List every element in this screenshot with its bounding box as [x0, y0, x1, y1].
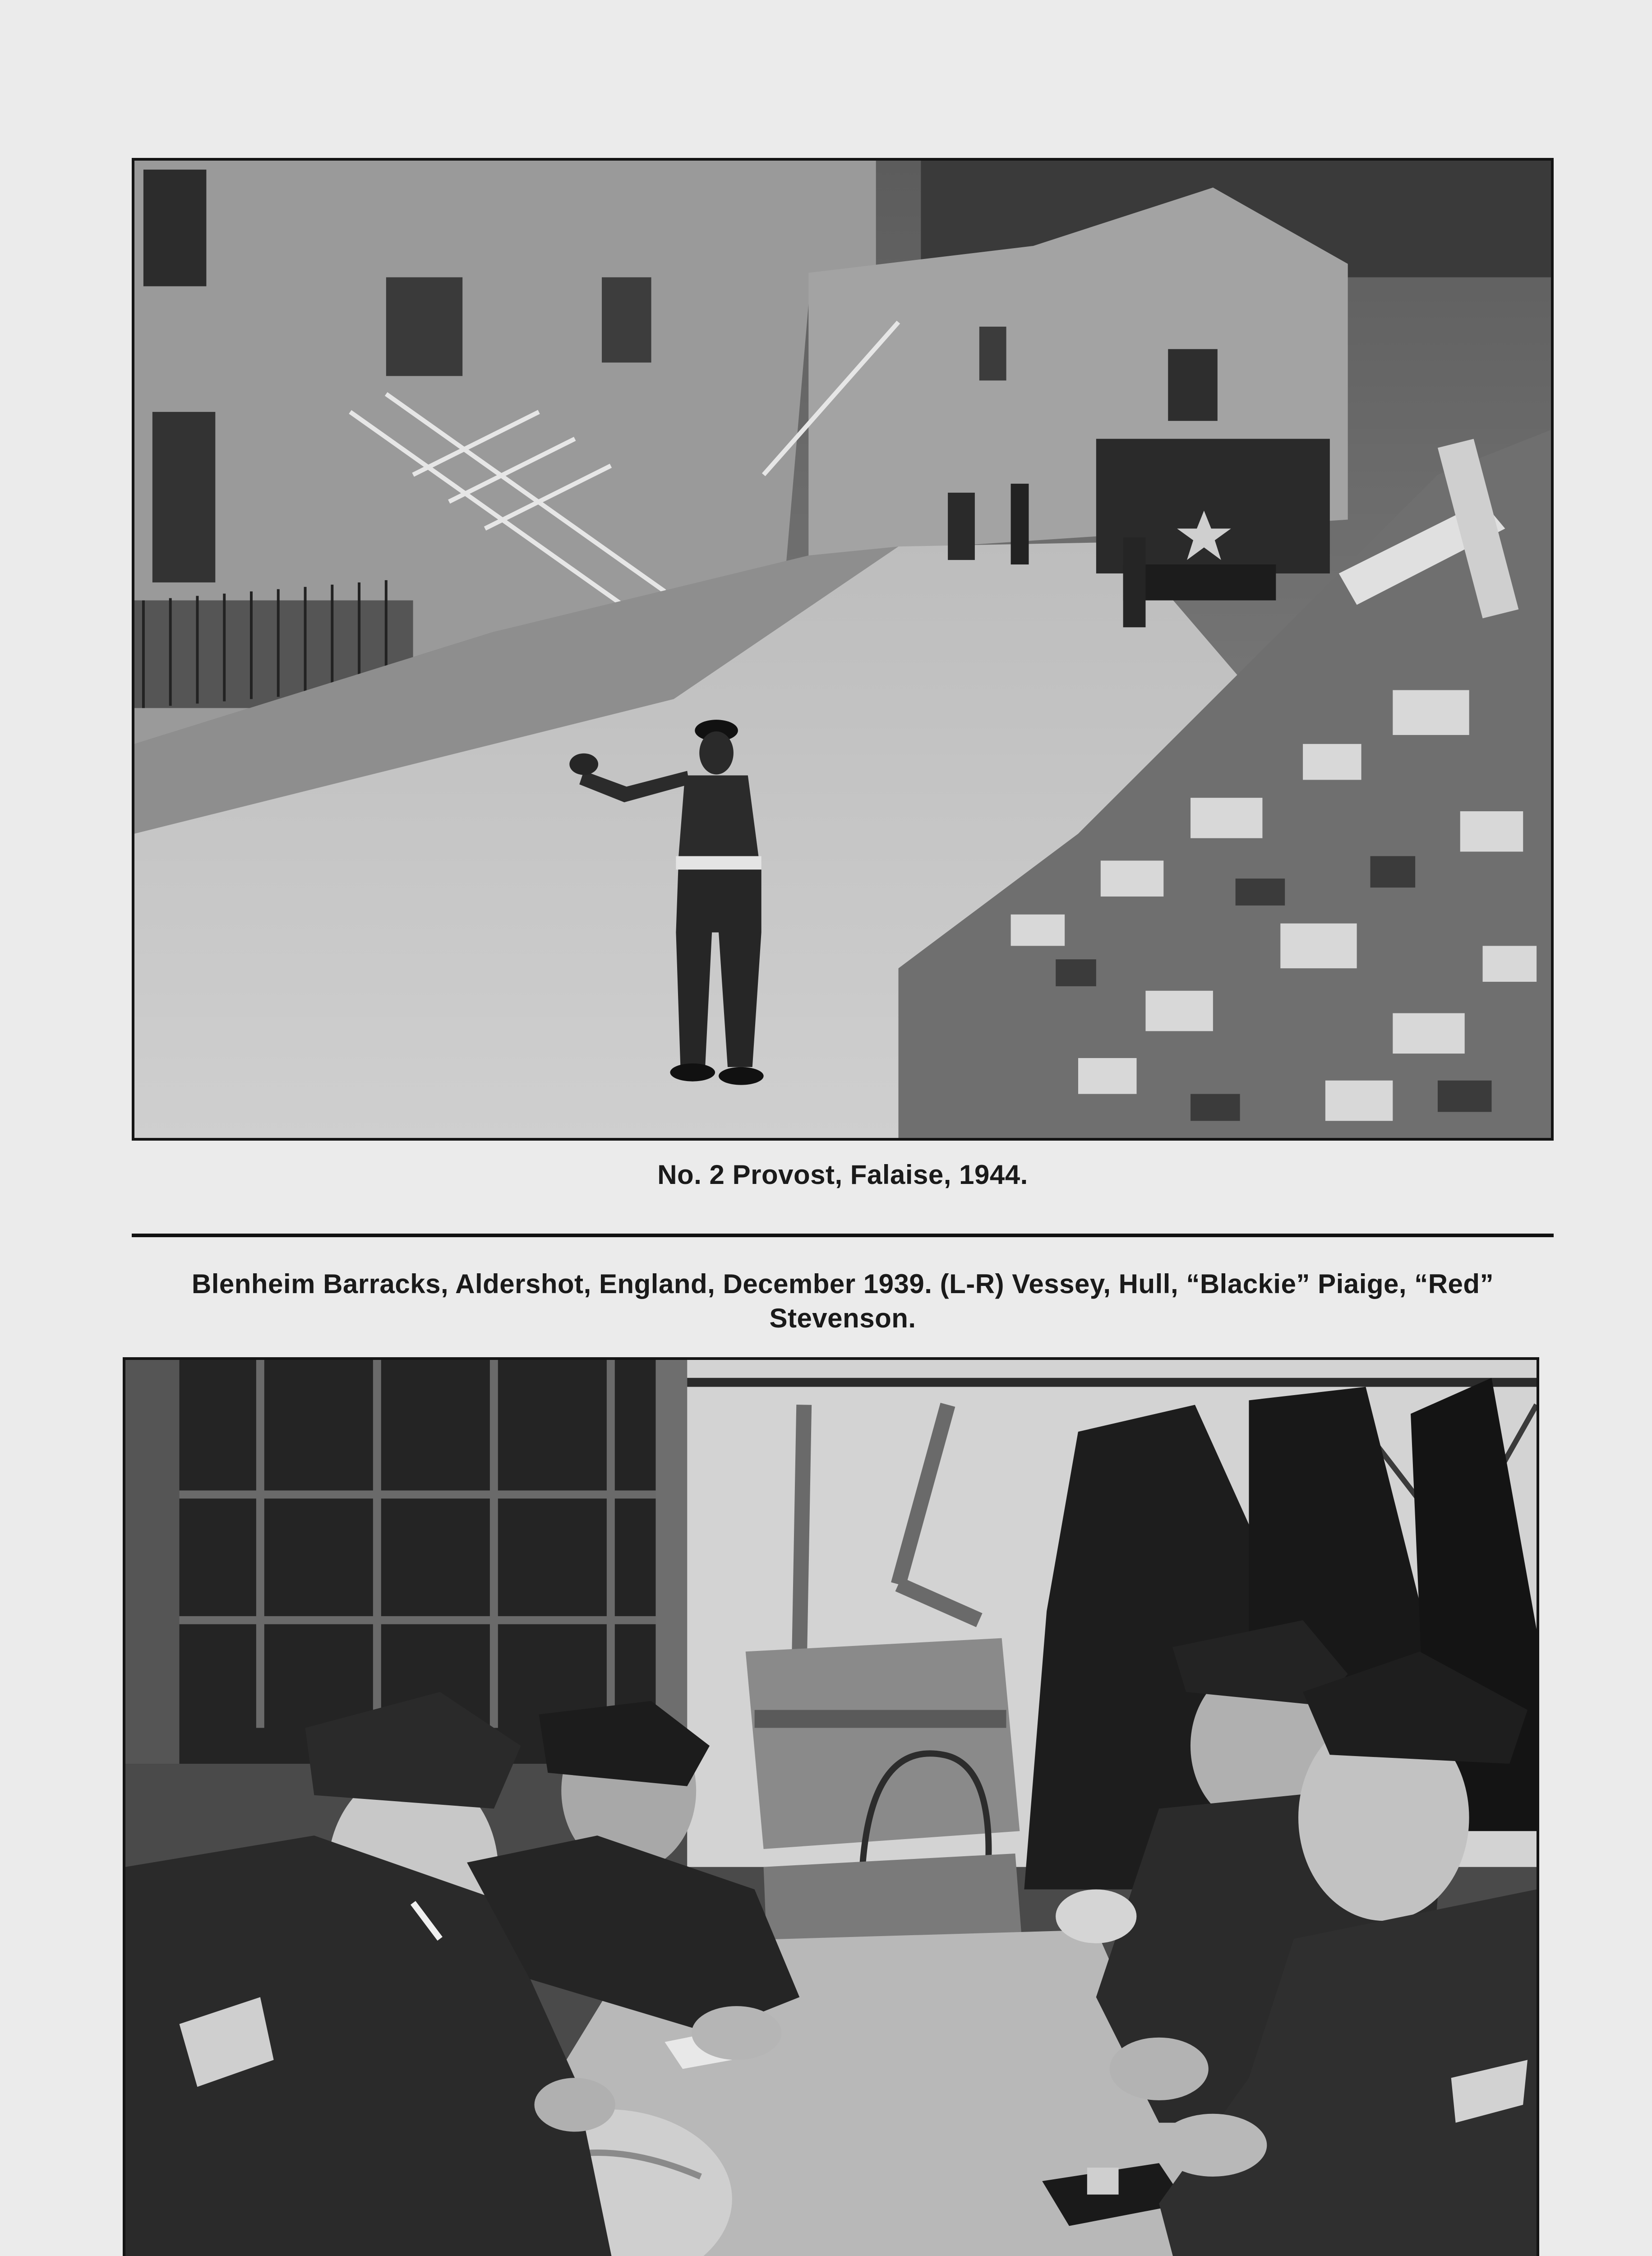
photo-blenheim-image [125, 1360, 1537, 2256]
photo-falaise-image [134, 161, 1551, 1138]
photo-caption-falaise: No. 2 Provost, Falaise, 1944. [657, 1160, 1028, 1190]
photo-caption-blenheim: Blenheim Barracks, Aldershot, England, December 1939. (L-R) Vessey, Hull, “Blackie” Piaige, “Red” Stevenson. [191, 1269, 1494, 1333]
photo-blenheim-barracks [123, 1357, 1539, 2256]
divider-rule [132, 1234, 1554, 1237]
photo-falaise-ruins [132, 158, 1554, 1141]
